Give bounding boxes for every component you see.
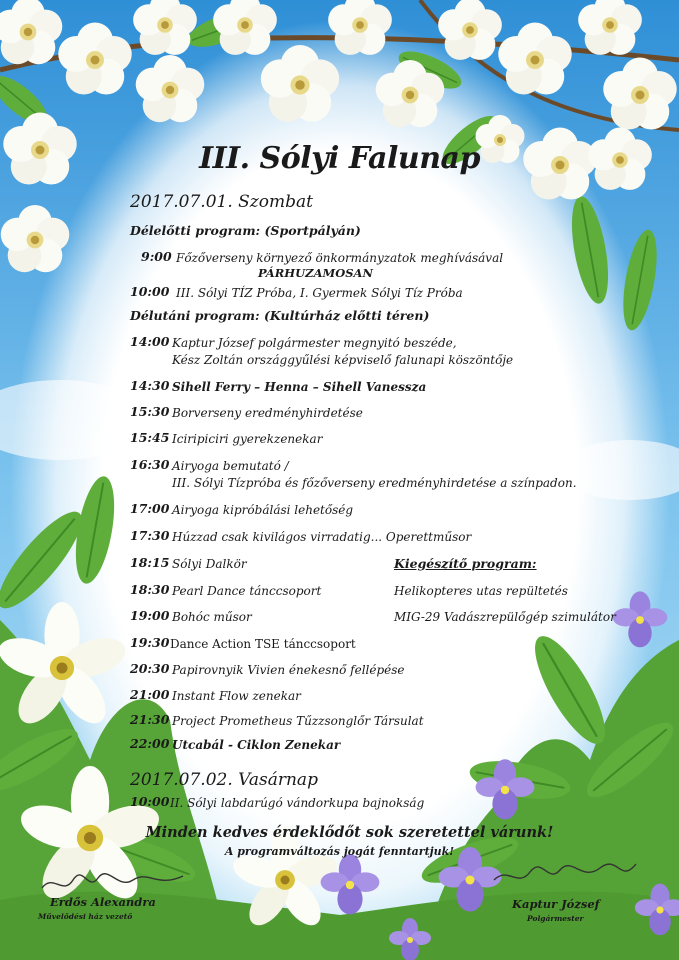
day2-date: 2017.07.02. Vasárnap <box>130 770 318 790</box>
closing-invitation: Minden kedves érdeklődőt sok szeretettel várunk! <box>145 824 554 841</box>
program-text: Utcabál - Ciklon Zenekar <box>172 738 341 752</box>
program-time: 21:00 <box>130 687 170 702</box>
program-time: 18:15 <box>130 555 170 570</box>
program-text: III. Sólyi Tízpróba és főzőverseny eredményhirdetése a színpadon. <box>172 476 577 490</box>
extra-program-item: Helikopteres utas repültetés <box>394 584 568 598</box>
program-text: Kész Zoltán országgyűlési képviselő falunapi köszöntője <box>172 353 514 367</box>
program-text: Iciripiciri gyerekzenekar <box>172 432 323 446</box>
signature-role: Polgármester <box>527 914 584 923</box>
program-time: 15:30 <box>130 404 170 419</box>
program-text: Bohóc műsor <box>172 610 252 624</box>
signature-role: Művelődési ház vezető <box>38 912 133 921</box>
program-text: II. Sólyi labdarúgó vándorkupa bajnokság <box>170 796 425 810</box>
program-text: Instant Flow zenekar <box>172 689 301 703</box>
program-time: 10:00 <box>130 794 170 809</box>
signature-right-scribble <box>490 858 640 892</box>
day1-date: 2017.07.01. Szombat <box>130 192 313 212</box>
program-time: 9:00 <box>141 249 172 264</box>
program-time: 17:00 <box>130 501 170 516</box>
program-time: 17:30 <box>130 528 170 543</box>
program-text: Project Prometheus Tűzzsonglőr Társulat <box>172 714 424 728</box>
program-text: Papirovnyik Vivien énekesnő fellépése <box>172 663 405 677</box>
program-text: PÁRHUZAMOSAN <box>258 266 373 280</box>
extra-program-heading: Kiegészítő program: <box>394 556 537 571</box>
program-time: 21:30 <box>130 712 170 727</box>
morning-heading: Délelőtti program: (Sportpályán) <box>130 223 361 238</box>
program-time: 15:45 <box>130 430 170 445</box>
program-text: Pearl Dance tánccsoport <box>172 584 322 598</box>
program-time: 19:00 <box>130 608 170 623</box>
program-text: Sólyi Dalkör <box>172 557 247 571</box>
afternoon-heading: Délutáni program: (Kultúrház előtti téren) <box>130 308 430 323</box>
program-text: Borverseny eredményhirdetése <box>172 406 363 420</box>
program-text: III. Sólyi TÍZ Próba, I. Gyermek Sólyi Tíz Próba <box>176 286 463 300</box>
program-text: Főzőverseny környező önkormányzatok meghívásával <box>176 251 504 265</box>
program-time: 19:30 <box>130 635 170 650</box>
signature-left-scribble <box>38 868 188 898</box>
poster-title: III. Sólyi Falunap <box>199 141 480 176</box>
extra-program-item: MIG-29 Vadászrepülőgép szimulátor <box>394 610 616 624</box>
program-time: 14:30 <box>130 378 170 393</box>
signature-name: Erdős Alexandra <box>50 895 156 909</box>
program-text: Airyoga bemutató / <box>172 459 289 473</box>
program-time: 18:30 <box>130 582 170 597</box>
program-text: Kaptur József polgármester megnyitó beszéde, <box>172 336 457 350</box>
program-text: Dance Action TSE tánccsoport <box>170 637 356 651</box>
signature-name: Kaptur József <box>512 897 600 911</box>
change-notice: A programváltozás jogát fenntartjuk! <box>224 845 455 858</box>
program-time: 22:00 <box>130 736 170 751</box>
program-time: 16:30 <box>130 457 170 472</box>
program-time: 20:30 <box>130 661 170 676</box>
program-text: Airyoga kipróbálási lehetőség <box>172 503 354 517</box>
program-time: 10:00 <box>130 284 170 299</box>
program-text: Sihell Ferry – Henna – Sihell Vanessza <box>172 380 427 394</box>
program-text: Húzzad csak kivilágos virradatig... Operettműsor <box>172 530 472 544</box>
program-time: 14:00 <box>130 334 170 349</box>
